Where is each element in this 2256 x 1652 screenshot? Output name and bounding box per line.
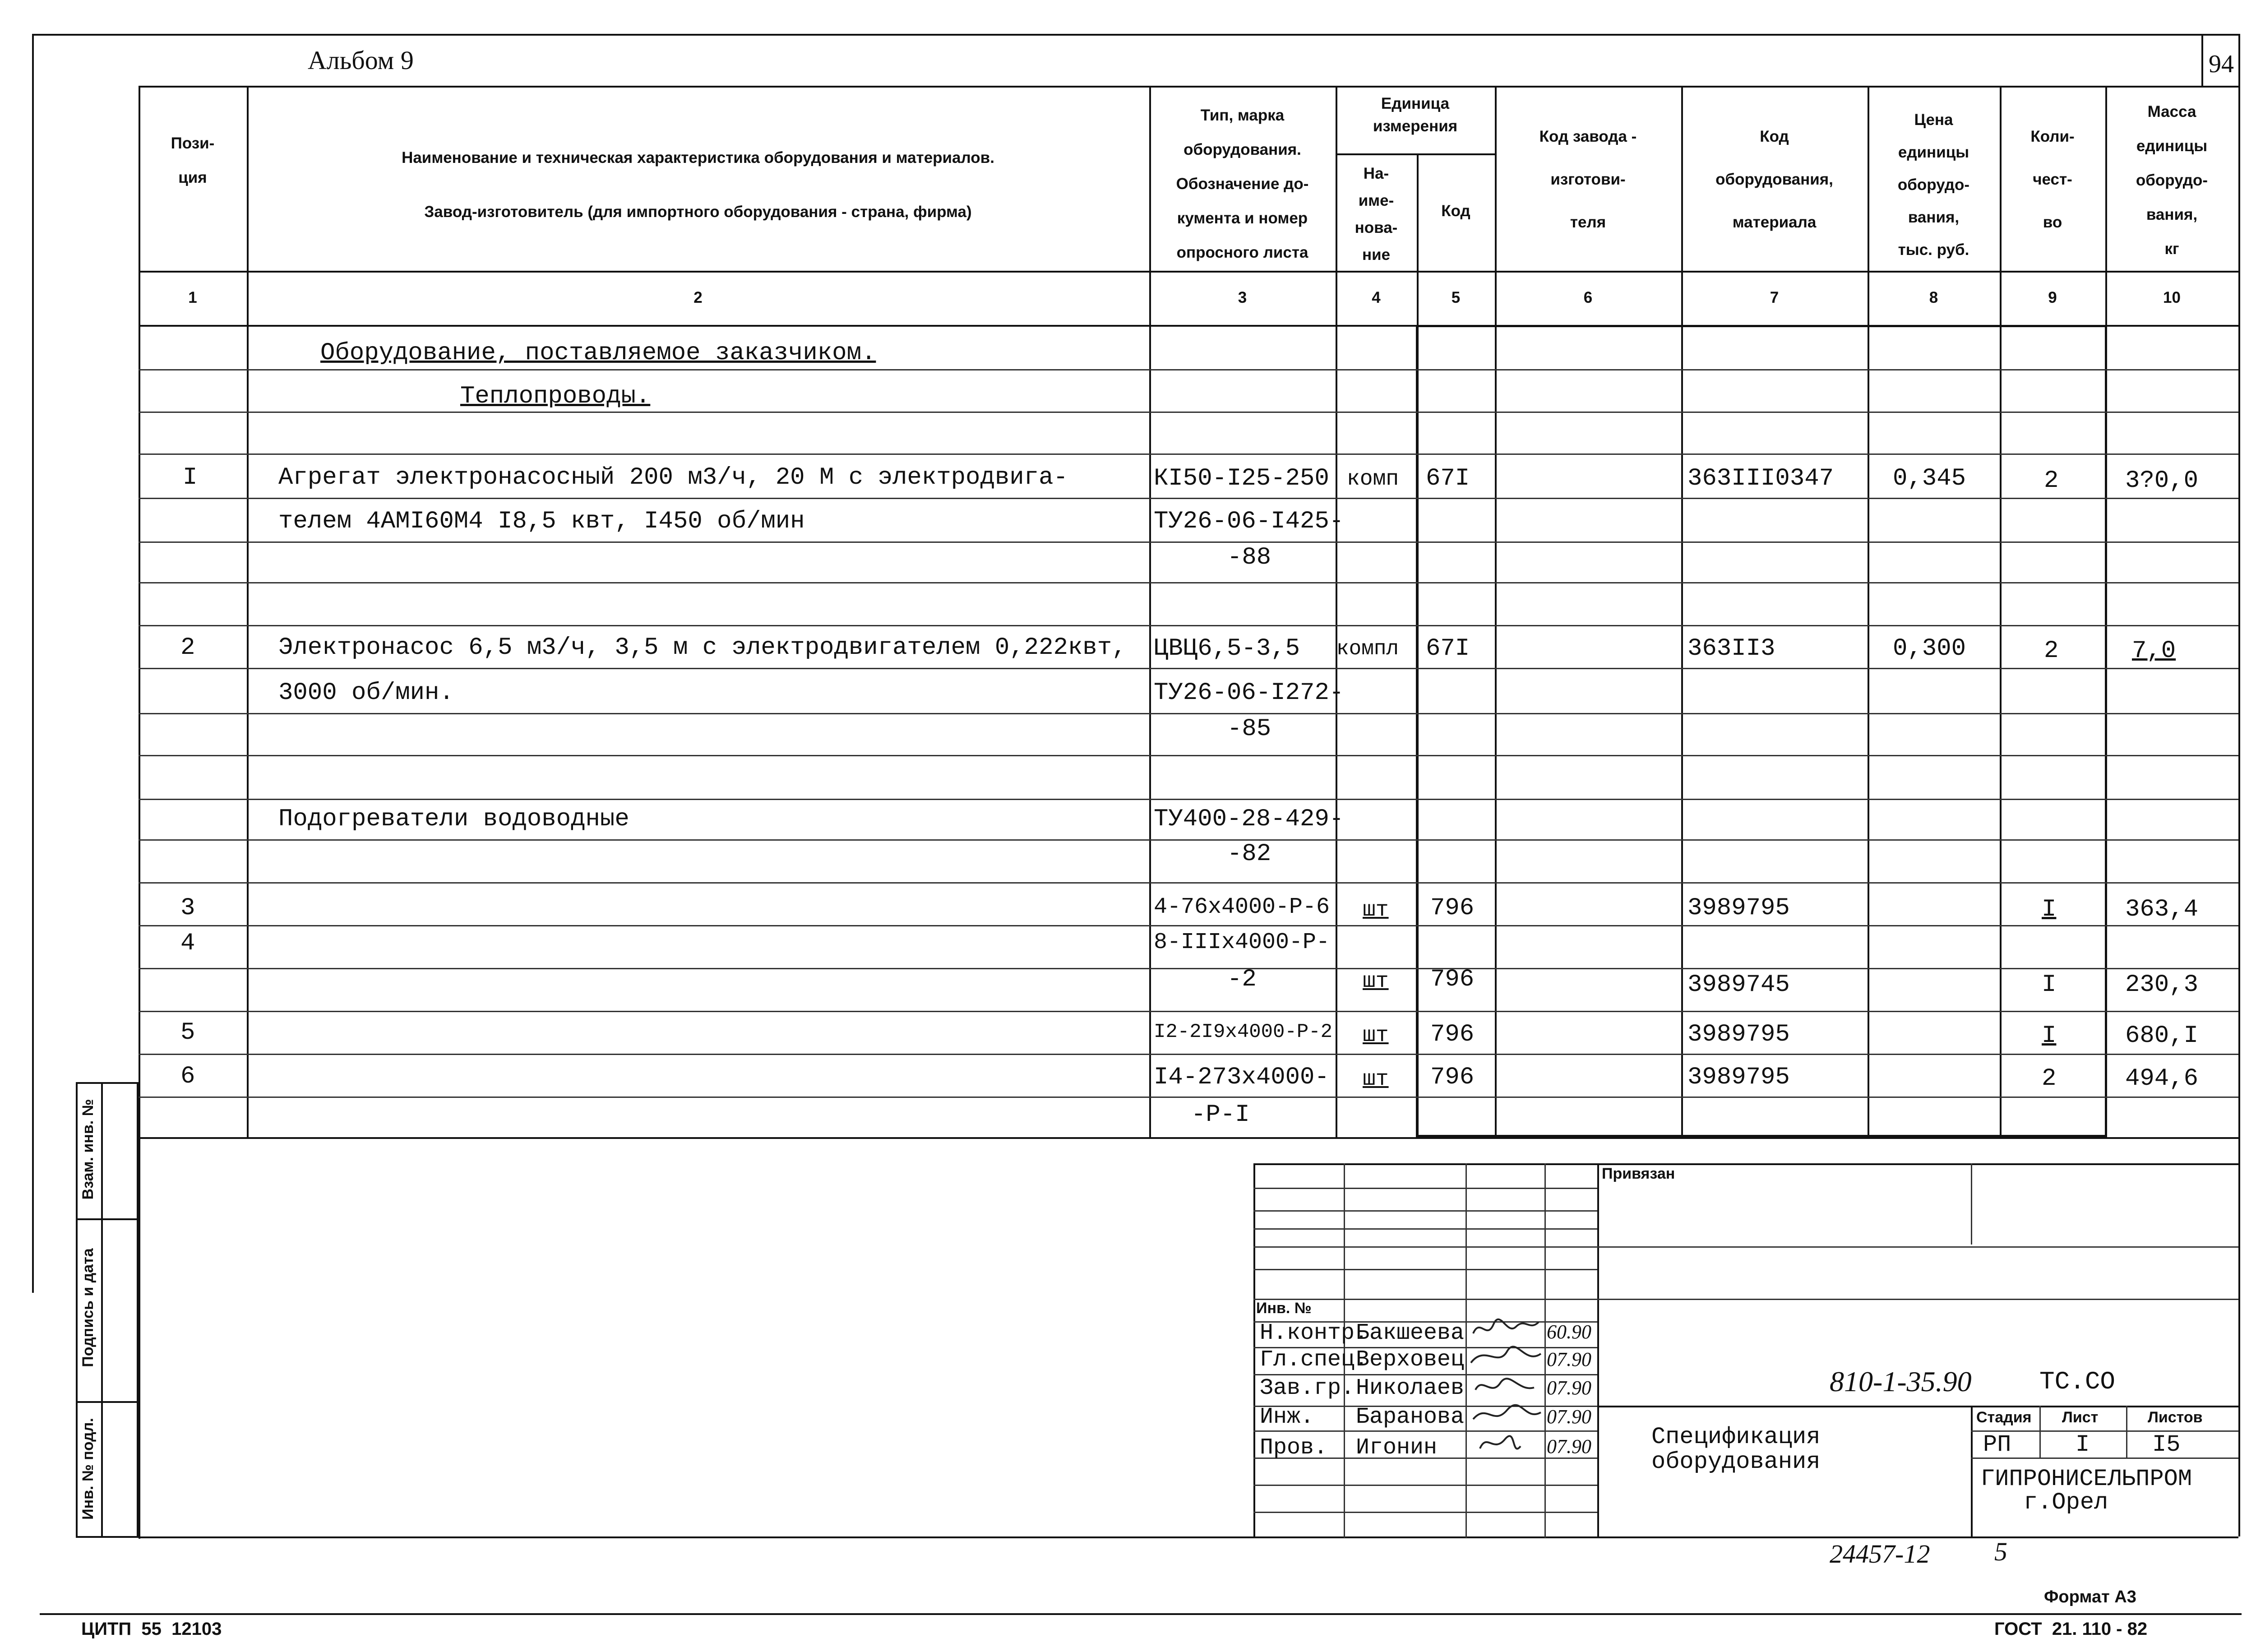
table-bottom-line bbox=[139, 1137, 2238, 1139]
row1-material-code: 363III0347 bbox=[1687, 465, 1834, 492]
row4-material-code: 3989745 bbox=[1687, 971, 1790, 999]
col-line-1 bbox=[247, 86, 249, 1137]
row2-name-line2: 3000 об/мин. bbox=[278, 679, 454, 707]
colnum-2: 2 bbox=[693, 289, 703, 306]
row6-mass: 494,6 bbox=[2125, 1065, 2199, 1092]
row3-material-code: 3989795 bbox=[1687, 894, 1790, 922]
row2-unit-code: 67I bbox=[1426, 635, 1470, 662]
row4-type-cont: -2 bbox=[1227, 966, 1257, 993]
sheet-value: I bbox=[2076, 1431, 2090, 1458]
highlight-box bbox=[1416, 325, 2107, 1137]
row-line bbox=[139, 1097, 2238, 1098]
row-line bbox=[139, 925, 2238, 926]
tb-row bbox=[1253, 1246, 2238, 1248]
table-top-border bbox=[139, 86, 2238, 88]
tb-stage-left bbox=[1971, 1406, 1973, 1536]
header-unit: Единица измерения bbox=[1373, 95, 1458, 135]
group-spec-cont: -82 bbox=[1227, 840, 1271, 868]
row1-unit-code: 67I bbox=[1426, 465, 1470, 492]
hand-page: 5 bbox=[1994, 1537, 2007, 1566]
section-title: Оборудование, поставляемое заказчиком. bbox=[320, 339, 876, 367]
header-bottom-line bbox=[139, 271, 2238, 273]
tb-role-5: Пров. bbox=[1260, 1435, 1328, 1461]
group-title: Подогреватели водоводные bbox=[278, 805, 629, 833]
row1-type: КI50-I25-250 bbox=[1154, 465, 1329, 492]
tb-name-5: Игонин bbox=[1356, 1435, 1438, 1461]
row1-unit: комп bbox=[1347, 467, 1399, 491]
row-line bbox=[139, 498, 2238, 499]
row3-quantity: I bbox=[2042, 896, 2057, 923]
colnum-1: 1 bbox=[188, 289, 197, 306]
row-line bbox=[139, 541, 2238, 543]
colnum-3: 3 bbox=[1238, 289, 1247, 306]
colnum-7: 7 bbox=[1770, 289, 1779, 306]
row3-unit-code: 796 bbox=[1430, 894, 1475, 922]
side-podpis-label: Подпись и дата bbox=[79, 1248, 97, 1367]
tb-row bbox=[1253, 1430, 1597, 1432]
page-number-box-left bbox=[2201, 34, 2203, 87]
header-price: Цена единицы оборудо- вания, тыс. руб. bbox=[1897, 111, 1970, 259]
page-number: 94 bbox=[2209, 50, 2234, 78]
org-city: г.Орел bbox=[2024, 1489, 2108, 1516]
row1-name-line2: телем 4АМI60М4 I8,5 квт, I450 об/мин bbox=[278, 508, 805, 535]
tb-left bbox=[1253, 1163, 1255, 1538]
row2-quantity: 2 bbox=[2044, 637, 2059, 665]
tb-role-1: Н.контр. bbox=[1260, 1320, 1368, 1346]
page-bottom-border bbox=[40, 1613, 2242, 1615]
tb-role-4: Инж. bbox=[1260, 1404, 1314, 1430]
row-line bbox=[139, 839, 2238, 841]
privyazan-label: Привязан bbox=[1602, 1165, 1675, 1182]
tb-top bbox=[1253, 1163, 2238, 1165]
header-unit-name: На- име- нова- ние bbox=[1355, 165, 1398, 264]
header-mass: Масса единицы оборудо- вания, кг bbox=[2136, 103, 2208, 258]
row6-type-cont: -Р-I bbox=[1191, 1101, 1250, 1129]
tb-role-2: Гл.спец. bbox=[1260, 1347, 1368, 1373]
row4-type: 8-IIIх4000-Р- bbox=[1154, 930, 1330, 955]
row6-unit: шт bbox=[1363, 1067, 1389, 1092]
tb-row-main bbox=[1597, 1406, 2238, 1407]
row2-name-line1: Электронасос 6,5 м3/ч, 3,5 м с электродвигателем 0,222квт, bbox=[278, 634, 1127, 662]
row-line bbox=[139, 1054, 2238, 1055]
row2-spec: ТУ26-06-I272- bbox=[1154, 679, 1344, 707]
row2-position: 2 bbox=[180, 634, 195, 662]
doc-suffix: ТС.СО bbox=[2039, 1367, 2116, 1396]
row6-type: I4-273х4000- bbox=[1154, 1064, 1329, 1091]
row5-unit: шт bbox=[1363, 1023, 1389, 1048]
row3-position: 3 bbox=[180, 894, 195, 922]
row1-position: I bbox=[183, 464, 198, 491]
header-factory-code: Код завода - изготови- теля bbox=[1539, 128, 1637, 231]
hand-code: 24457-12 bbox=[1830, 1539, 1930, 1569]
stage-label: Стадия bbox=[1976, 1409, 2032, 1426]
row-line bbox=[139, 968, 2238, 969]
row-line bbox=[139, 668, 2238, 669]
row1-mass: 3?0,0 bbox=[2125, 467, 2199, 495]
row-line bbox=[139, 755, 2238, 756]
row4-mass: 230,3 bbox=[2125, 971, 2199, 999]
signatures bbox=[1466, 1313, 1545, 1462]
colnum-4: 4 bbox=[1372, 289, 1381, 306]
row2-mass: 7,0 bbox=[2132, 637, 2176, 665]
tb-bottom bbox=[139, 1536, 2238, 1538]
album-label: Альбом 9 bbox=[308, 46, 414, 75]
doc-code: 810-1-35.90 bbox=[1830, 1365, 1972, 1397]
inv-number-label: Инв. № bbox=[1256, 1300, 1312, 1317]
tb-role-3: Зав.гр. bbox=[1260, 1375, 1355, 1401]
tb-name-4: Баранова bbox=[1356, 1404, 1465, 1430]
subsection-title: Теплопроводы. bbox=[460, 383, 651, 410]
row6-quantity: 2 bbox=[2042, 1065, 2057, 1092]
colnum-10: 10 bbox=[2163, 289, 2181, 306]
row1-spec: ТУ26-06-I425- bbox=[1154, 508, 1344, 535]
outer-right-border bbox=[2238, 34, 2240, 1536]
row5-type: I2-2I9х4000-Р-2 bbox=[1154, 1021, 1333, 1043]
row4-position: 4 bbox=[180, 930, 195, 957]
tb-row bbox=[1253, 1485, 1597, 1486]
row5-quantity: I bbox=[2042, 1022, 2057, 1050]
tb-row bbox=[1253, 1299, 2238, 1300]
row6-unit-code: 796 bbox=[1430, 1064, 1475, 1091]
row-line bbox=[139, 369, 2238, 370]
row1-price: 0,345 bbox=[1893, 465, 1966, 492]
row4-unit: шт bbox=[1363, 969, 1389, 994]
tb-date-2: 07.90 bbox=[1547, 1348, 1591, 1370]
row-line bbox=[139, 1011, 2238, 1012]
header-material-code: Код оборудования, материала bbox=[1715, 128, 1833, 231]
sheets-value: I5 bbox=[2152, 1431, 2181, 1458]
side-stamp-divider bbox=[101, 1082, 103, 1538]
row-line bbox=[139, 713, 2238, 714]
row-line bbox=[139, 882, 2238, 884]
row5-mass: 680,I bbox=[2125, 1022, 2199, 1050]
colnum-9: 9 bbox=[2048, 289, 2057, 306]
row2-type: ЦВЦ6,5-3,5 bbox=[1154, 635, 1300, 662]
row6-material-code: 3989795 bbox=[1687, 1064, 1790, 1091]
row-line bbox=[139, 453, 2238, 455]
tb-privyazan-split bbox=[1971, 1163, 1972, 1245]
row6-position: 6 bbox=[180, 1063, 195, 1090]
tb-col-d bbox=[1597, 1163, 1599, 1538]
group-spec: ТУ400-28-429- bbox=[1154, 805, 1344, 833]
tb-name-3: Николаев bbox=[1356, 1375, 1465, 1401]
row4-unit-code: 796 bbox=[1430, 966, 1475, 993]
row2-material-code: 363II3 bbox=[1687, 635, 1775, 662]
row3-type: 4-76х4000-Р-6 bbox=[1154, 894, 1330, 920]
org-name: ГИПРОНИСЕЛЬПРОМ bbox=[1981, 1466, 2192, 1492]
tb-row bbox=[1253, 1188, 1597, 1189]
doc-title-line2: оборудования bbox=[1651, 1448, 1821, 1475]
sheets-label: Листов bbox=[2148, 1409, 2203, 1426]
tb-date-1: 60.90 bbox=[1547, 1321, 1591, 1343]
tb-name-2: Верховец bbox=[1356, 1347, 1465, 1373]
sheet-label: Лист bbox=[2062, 1409, 2099, 1426]
row1-name-line1: Агрегат электронасосный 200 м3/ч, 20 М с электродвига- bbox=[278, 464, 1068, 491]
tb-row bbox=[1253, 1269, 1597, 1270]
unit-split-line bbox=[1336, 153, 1495, 155]
side-stamp-line2 bbox=[76, 1401, 139, 1403]
row5-material-code: 3989795 bbox=[1687, 1021, 1790, 1048]
row5-unit-code: 796 bbox=[1430, 1021, 1475, 1048]
side-inv-label: Инв. № подл. bbox=[79, 1418, 97, 1520]
tb-row bbox=[1253, 1210, 1597, 1212]
header-position: Пози- ция bbox=[171, 134, 215, 186]
header-name: Наименование и техническая характеристика оборудования и материалов. Завод-изготовитель (для импортного оборудования - страна, фирма) bbox=[402, 149, 994, 221]
stage-value: РП bbox=[1983, 1431, 2011, 1458]
row4-quantity: I bbox=[2042, 971, 2057, 999]
tb-row bbox=[1253, 1512, 1597, 1513]
header-unit-code: Код bbox=[1441, 202, 1470, 220]
colnum-5: 5 bbox=[1451, 289, 1461, 306]
row3-unit: шт bbox=[1363, 898, 1389, 922]
outer-left-border bbox=[32, 34, 34, 1293]
row-line bbox=[139, 582, 2238, 583]
tb-date-4: 07.90 bbox=[1547, 1406, 1591, 1428]
tb-stage-split2 bbox=[2126, 1406, 2127, 1458]
row5-position: 5 bbox=[180, 1019, 195, 1046]
row-line bbox=[139, 799, 2238, 800]
row-line bbox=[139, 412, 2238, 413]
row1-spec-cont: -88 bbox=[1227, 544, 1271, 571]
row3-mass: 363,4 bbox=[2125, 896, 2199, 923]
row2-price: 0,300 bbox=[1893, 635, 1966, 662]
header-quantity: Коли- чест- во bbox=[2030, 128, 2075, 231]
tb-date-3: 07.90 bbox=[1547, 1377, 1591, 1399]
colnum-8: 8 bbox=[1929, 289, 1938, 306]
row-line bbox=[139, 625, 2238, 626]
colnum-6: 6 bbox=[1583, 289, 1593, 306]
tb-date-5: 07.90 bbox=[1547, 1435, 1591, 1458]
row1-quantity: 2 bbox=[2044, 467, 2059, 495]
format-label: Формат А3 bbox=[2044, 1587, 2136, 1606]
row2-spec-cont: -85 bbox=[1227, 715, 1271, 743]
tb-row bbox=[1253, 1228, 1597, 1230]
doc-title-line1: Спецификация bbox=[1651, 1424, 1821, 1450]
tb-name-1: Бакшеева bbox=[1356, 1320, 1465, 1346]
footer-right: ГОСТ 21. 110 - 82 bbox=[1994, 1619, 2148, 1639]
tb-stage-split1 bbox=[2039, 1406, 2041, 1458]
header-type: Тип, марка оборудования. Обозначение до- кумента и номер опросного листа bbox=[1176, 106, 1309, 261]
footer-left: ЦИТП 55 12103 bbox=[81, 1619, 222, 1639]
row2-unit: компл bbox=[1336, 637, 1399, 661]
outer-top-border bbox=[32, 34, 2238, 36]
side-vzam-label: Взам. инв. № bbox=[79, 1099, 97, 1200]
